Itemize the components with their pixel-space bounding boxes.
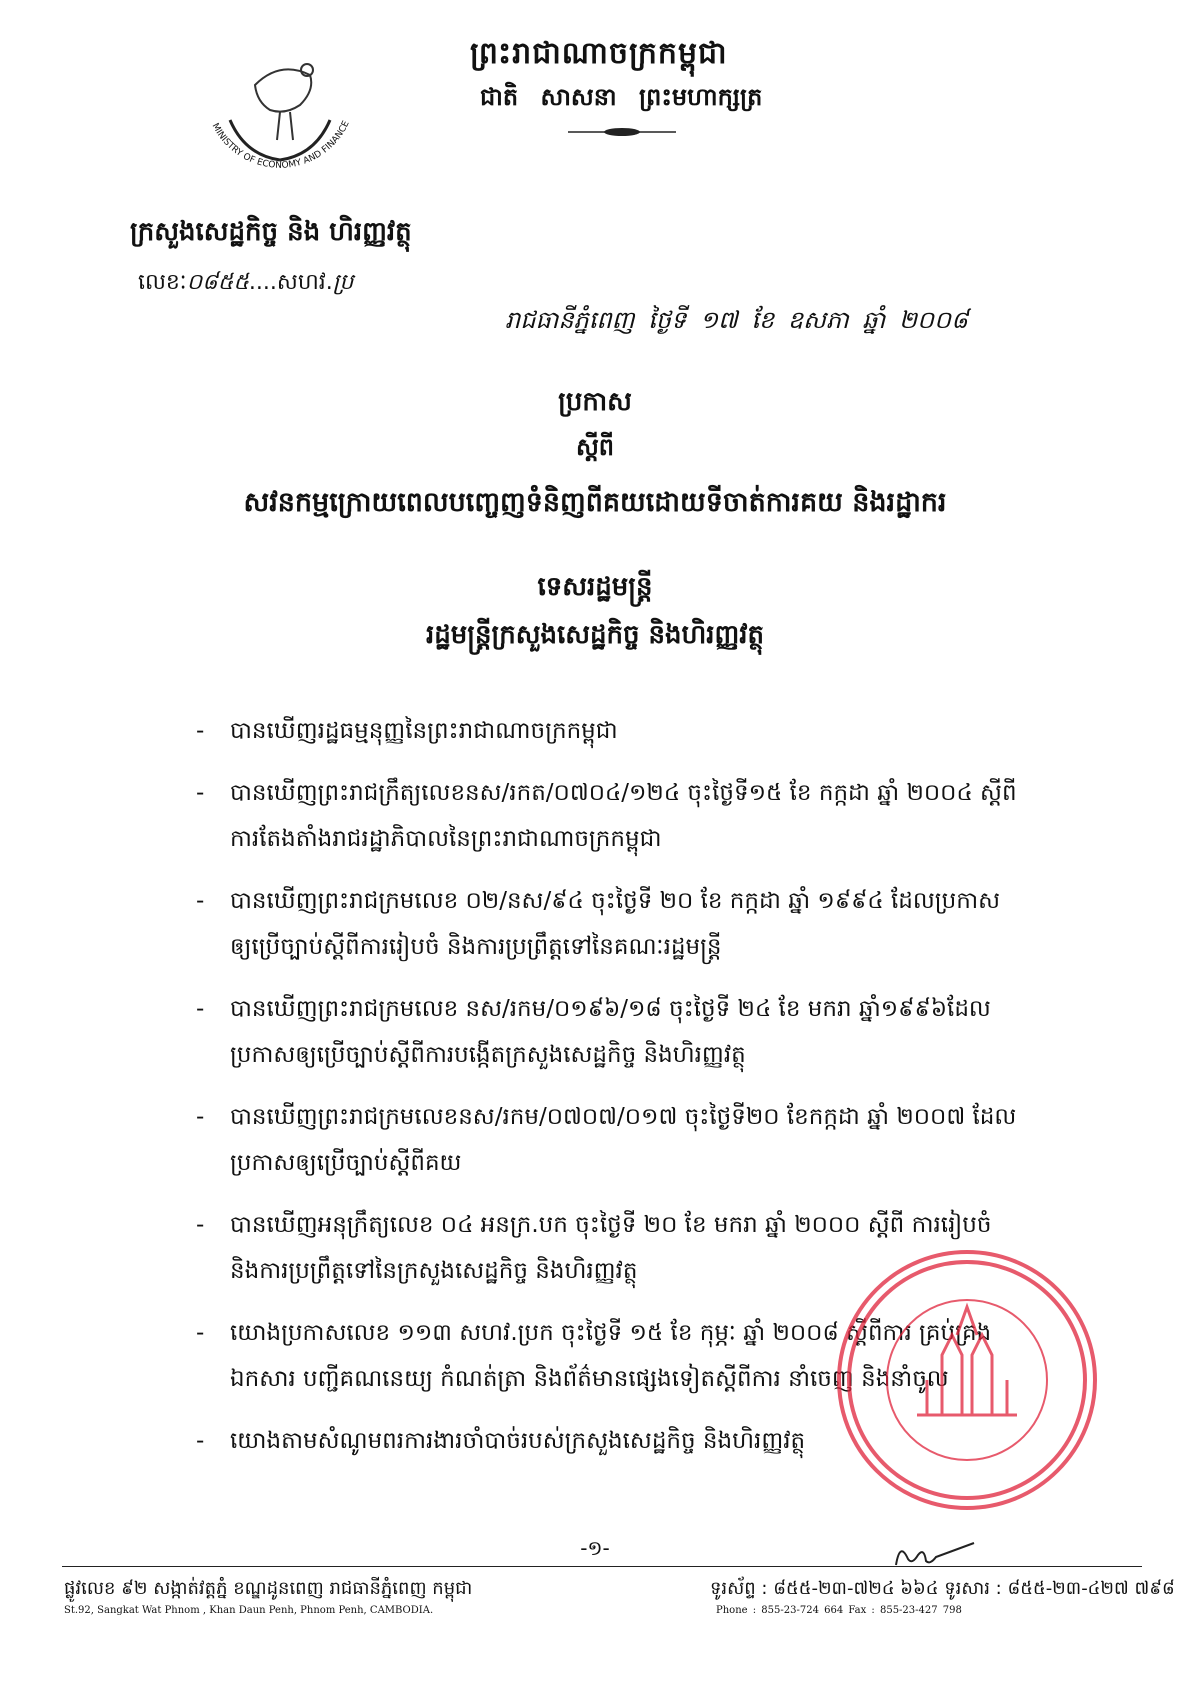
recital-item: - បានឃើញព្រះរាជក្រមលេខនស/រកម/០៧០៧/០១៧ ចុះថ្ងៃទី២០ ខែកក្កដា ឆ្នាំ ២០០៧ ដែលប្រកាសឲ្យប្រើច្បាប់ស្តីពីគយ [230, 1094, 1020, 1186]
footer-phone-kh: ទូរស័ព្ទ : ៨៥៥-២៣-៧២៤ ៦៦៤ ទូរសារ : ៨៥៥-២៣-៤២៧ ៧៩៨ [710, 1578, 1175, 1599]
footer-address-kh: ផ្លូវលេខ ៩២ សង្កាត់វត្តភ្នំ ខណ្ឌដូនពេញ រាជធានីភ្នំពេញ កម្ពុជា [64, 1578, 473, 1599]
recital-item: - បានឃើញព្រះរាជក្រមលេខ នស/រកម/០១៩៦/១៨ ចុះថ្ងៃទី ២៤ ខែ មករា ឆ្នាំ១៩៩៦ដែលប្រកាសឲ្យប្រើច្បាប់ស្តីពីការបង្កើតក្រសួងសេដ្ឋកិច្ច និងហិរញ្ញវត្ថុ [230, 986, 1020, 1078]
about-label: ស្តីពី [575, 433, 615, 461]
ministry-name: ក្រសួងសេដ្ឋកិច្ច និង ហិរញ្ញវត្ថុ [130, 217, 412, 247]
ministry-seal [185, 30, 375, 200]
dateline: រាជធានីភ្នំពេញ ថ្ងៃទី ១៧ ខែ ឧសភា ឆ្នាំ ២០០៨ [505, 306, 968, 334]
recital-item: - បានឃើញរដ្ឋធម្មនុញ្ញនៃព្រះរាជាណាចក្រកម្ពុជា [230, 708, 1020, 754]
seal-text: MINISTRY OF ECONOMY AND FINANCE [209, 119, 352, 171]
issuer: រដ្ឋមន្ត្រីក្រសួងសេដ្ឋកិច្ច និងហិរញ្ញវត្ថុ [425, 620, 765, 650]
letter-number [138, 268, 353, 300]
letter-number-tail: ប្រ [332, 270, 354, 295]
footer-address-en: St.92, Sangkat Wat Phnom , Khan Daun Penh, Phnom Penh, CAMBODIA. [64, 1605, 434, 1616]
national-motto: ជាតិ សាសនា ព្រះមហាក្សត្រ [480, 83, 763, 111]
footer-phone-en: Phone : 855-23-724 664 Fax : 855-23-427 798 [716, 1605, 962, 1616]
letter-number-suffix: ....សហវ. [248, 270, 333, 295]
issuer-title: ទេសរដ្ឋមន្ត្រី [537, 572, 653, 602]
recital-item: - បានឃើញអនុក្រឹត្យលេខ ០៤ អនក្រ.បក ចុះថ្ងៃទី ២០ ខែ មករា ឆ្នាំ ២០០០ ស្តីពី ការរៀបចំ និងការប្រព្រឹត្តទៅនៃក្រសួងសេដ្ឋកិច្ច និងហិរញ្ញវត្ថុ [230, 1202, 1020, 1294]
kingdom-heading: ព្រះរាជាណាចក្រកម្ពុជា [470, 36, 728, 71]
recital-item: - យោងប្រកាសលេខ ១១៣ សហវ.ប្រក ចុះថ្ងៃទី ១៥ ខែ កុម្ភៈ ឆ្នាំ ២០០៨ ស្តីពីការ គ្រប់គ្រងឯកសារ បញ្ជីគណនេយ្យ កំណត់ត្រា និងព័ត៌មានផ្សេងទៀតស្តីពីការ នាំចេញ និងនាំចូល [230, 1310, 1020, 1402]
footer-divider [62, 1566, 1142, 1567]
temple-icon [917, 1307, 1017, 1415]
recital-item: - បានឃើញព្រះរាជក្រមលេខ ០២/នស/៩៤ ចុះថ្ងៃទី ២០ ខែ កក្កដា ឆ្នាំ ១៩៩៤ ដែលប្រកាសឲ្យប្រើច្បាប់ស្តីពីការរៀបចំ និងការប្រព្រឹត្តទៅនៃគណៈរដ្ឋមន្ត្រី [230, 878, 1020, 970]
letter-number-label: លេខៈ [138, 270, 187, 295]
recital-item: - បានឃើញព្រះរាជក្រឹត្យលេខនស/រកត/០៧០៤/១២៤ ចុះថ្ងៃទី១៥ ខែ កក្កដា ឆ្នាំ ២០០៤ ស្តីពីការតែងតាំងរាជរដ្ឋាភិបាលនៃព្រះរាជាណាចក្រកម្ពុជា [230, 770, 1020, 862]
recital-item: - យោងតាមសំណូមពរការងារចាំបាច់របស់ក្រសួងសេដ្ឋកិច្ច និងហិរញ្ញវត្ថុ [230, 1418, 1020, 1464]
bird-icon [255, 64, 313, 140]
document-type: ប្រកាស [558, 387, 632, 417]
document-subject: សវនកម្មក្រោយពេលបញ្ចេញទំនិញពីគយដោយទីចាត់ការគយ និងរដ្ឋាករ [243, 487, 947, 518]
page-number: -១- [580, 1536, 610, 1560]
ornament-divider [568, 126, 676, 138]
official-stamp [832, 1245, 1102, 1515]
letter-number-value: ០៨៥៥ [186, 270, 249, 295]
